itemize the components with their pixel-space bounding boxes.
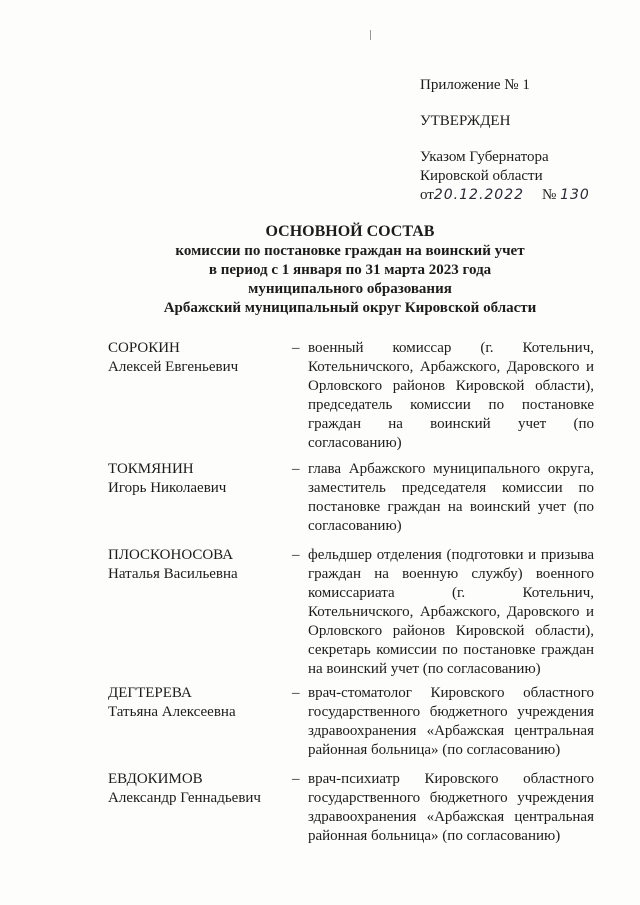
- approval-block: [420, 76, 590, 205]
- member-given-name: Александр Геннадьевич: [108, 790, 261, 806]
- member-name: [108, 460, 284, 498]
- scan-artifact: [370, 30, 371, 40]
- decree-number: 130: [560, 187, 590, 203]
- separator-dash: –: [292, 685, 300, 701]
- separator-dash: –: [292, 771, 300, 787]
- decree-line-1: Указом Губернатора: [420, 149, 549, 165]
- member-name: [108, 546, 284, 584]
- member-role: врач-стоматолог Кировского областного государственного бюджетного учреждения здравоохранения «Арбажская центральная районная больница» (по согласованию): [308, 685, 594, 758]
- separator-dash: –: [292, 340, 300, 356]
- appendix-label: Приложение № 1: [420, 77, 530, 93]
- decree-date-line: [420, 186, 590, 205]
- member-role: глава Арбажского муниципального округа, заместитель председателя комиссии по постановке граждан на воинский учет (по согласованию): [308, 461, 594, 534]
- heading-title: ОСНОВНОЙ СОСТАВ: [265, 223, 435, 240]
- member-name: [108, 684, 284, 722]
- member-surname: ТОКМЯНИН: [108, 461, 194, 477]
- heading-line-4: Арбажский муниципальный округ Кировской области: [163, 300, 537, 316]
- approved-label: УТВЕРЖДЕН: [420, 113, 511, 129]
- date-prefix: от: [420, 187, 434, 203]
- number-label: №: [542, 187, 557, 203]
- member-given-name: Татьяна Алексеевна: [108, 704, 236, 720]
- document-heading: [100, 222, 600, 318]
- member-surname: ПЛОСКОНОСОВА: [108, 547, 234, 563]
- separator-dash: –: [292, 547, 300, 563]
- member-role: фельдшер отделения (подготовки и призыва граждан на военную службу) военного комиссариата (г. Котельнич, Котельничского, Арбажского, Даровского и Орловского районов Кировской области), секретарь комиссии по постановке граждан на воинский учет (по согласованию): [308, 547, 594, 677]
- member-name: [108, 770, 284, 808]
- member-surname: ДЕГТЕРЕВА: [108, 685, 192, 701]
- heading-line-2: в период с 1 января по 31 марта 2023 года: [208, 262, 492, 278]
- member-given-name: Игорь Николаевич: [108, 480, 227, 496]
- heading-line-3: муниципального образования: [248, 281, 452, 297]
- heading-line-1: комиссии по постановке граждан на воинский учет: [175, 243, 525, 259]
- member-surname: СОРОКИН: [108, 340, 180, 356]
- member-name: [108, 339, 284, 377]
- member-given-name: Алексей Евгеньевич: [108, 359, 239, 375]
- member-role: военный комиссар (г. Котельнич, Котельничского, Арбажского, Даровского и Орловского районов Кировской области), председатель комиссии по постановке граждан на воинский учет (по согласованию): [308, 340, 594, 451]
- member-role: врач-психиатр Кировского областного государственного бюджетного учреждения здравоохранения «Арбажская центральная районная больница» (по согласованию): [308, 771, 594, 844]
- separator-dash: –: [292, 461, 300, 477]
- decree-date: 20.12.2022: [433, 187, 525, 203]
- decree-line-2: Кировской области: [420, 168, 543, 184]
- member-given-name: Наталья Васильевна: [108, 566, 238, 582]
- member-surname: ЕВДОКИМОВ: [108, 771, 203, 787]
